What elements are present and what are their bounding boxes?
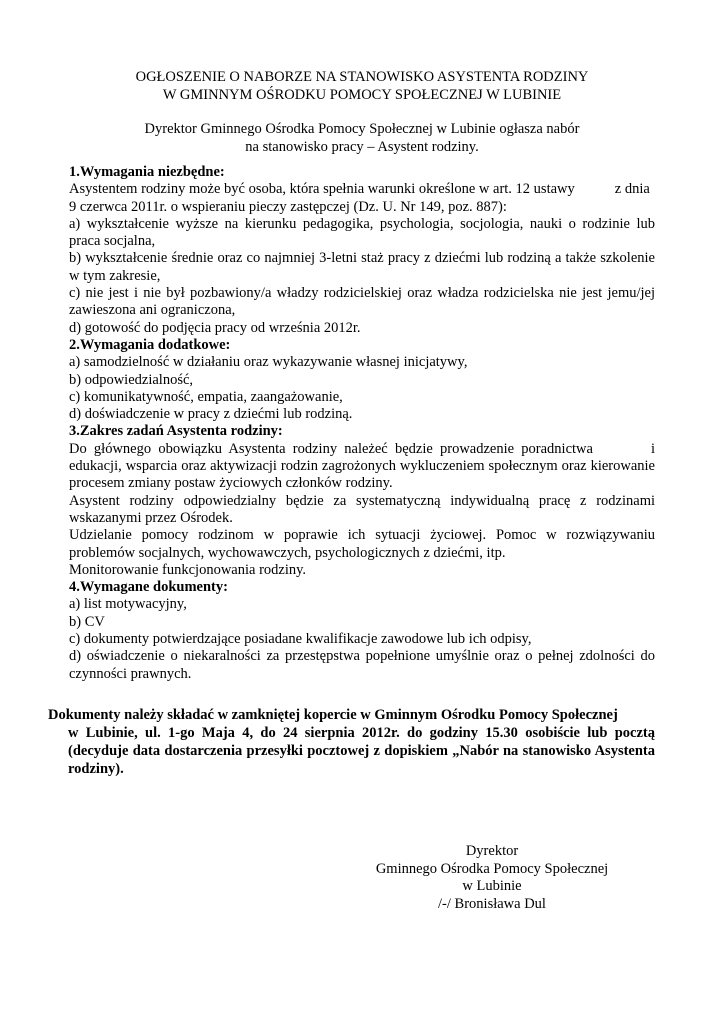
list-item: a) samodzielność w działaniu oraz wykazywanie własnej inicjatywy, bbox=[69, 354, 468, 371]
list-item: d) oświadczenie o niekaralności za przestępstwa popełnione umyślnie oraz o pełnej zdolności do czynności prawnych. bbox=[69, 648, 655, 682]
list-item: d) gotowość do podjęcia pracy od września 2012r. bbox=[69, 319, 361, 336]
duties-paragraph-2: Asystent rodziny odpowiedzialny będzie za systematyczną indywidualną pracę z rodzinami wskazanymi przez Ośrodek. bbox=[69, 492, 655, 526]
signature-name: /-/ Bronisława Dul bbox=[438, 895, 546, 912]
duties-paragraph-3: Udzielanie pomocy rodzinom w poprawie ich sytuacji życiowej. Pomoc w rozwiązywaniu problemów socjalnych, wychowawczych, psychologicznych z dziećmi, itp. bbox=[69, 527, 655, 561]
list-item: c) dokumenty potwierdzające posiadane kwalifikacje zawodowe lub ich odpisy, bbox=[69, 631, 532, 648]
signature-title: Dyrektor bbox=[465, 843, 519, 859]
list-item: a) wykształcenie wyższe na kierunku pedagogika, psychologia, socjologia, nauki o rodzinie lub praca socjalna, bbox=[69, 215, 655, 250]
signature-institution: Gminnego Ośrodka Pomocy Społecznej bbox=[375, 860, 609, 877]
list-item: b) wykształcenie średnie oraz co najmniej 3-letni staż pracy z dziećmi lub rodziną a także szkolenie w tym zakresie, bbox=[69, 250, 655, 284]
list-item: c) nie jest i nie był pozbawiony/a władzy rodzicielskiej oraz władza rodzicielska nie jest jemu/jej zawieszona ani ograniczona, bbox=[69, 285, 655, 319]
list-item: a) list motywacyjny, bbox=[69, 596, 187, 613]
announcement-title bbox=[0, 68, 724, 104]
section-heading-additional: 2.Wymagania dodatkowe: bbox=[69, 336, 231, 353]
list-item: d) doświadczenie w pracy z dziećmi lub rodziną. bbox=[69, 406, 353, 423]
announcement-intro bbox=[0, 120, 724, 156]
announcement-body bbox=[69, 164, 655, 683]
list-item: b) odpowiedzialność, bbox=[69, 371, 194, 388]
title-line-1: OGŁOSZENIE O NABORZE NA STANOWISKO ASYSTENTA RODZINY bbox=[135, 69, 589, 85]
submission-notice bbox=[48, 706, 655, 778]
section-heading-duties: 3.Zakres zadań Asystenta rodziny: bbox=[69, 423, 283, 440]
duties-paragraph-4: Monitorowanie funkcjonowania rodziny. bbox=[69, 561, 307, 578]
list-item: b) CV bbox=[69, 613, 105, 630]
section-heading-documents: 4.Wymagane dokumenty: bbox=[69, 579, 228, 596]
required-lead-cont: 9 czerwca 2011r. o wspieraniu pieczy zastępczej (Dz. U. Nr 149, poz. 887): bbox=[69, 198, 507, 215]
intro-line-1: Dyrektor Gminnego Ośrodka Pomocy Społecznej w Lubinie ogłasza nabór bbox=[144, 121, 580, 137]
list-item: c) komunikatywność, empatia, zaangażowanie, bbox=[69, 388, 343, 405]
signature-block bbox=[362, 843, 622, 913]
intro-line-2: na stanowisko pracy – Asystent rodziny. bbox=[245, 139, 479, 155]
notice-line-1: Dokumenty należy składać w zamkniętej kopercie w Gminnym Ośrodku Pomocy Społecznej bbox=[48, 707, 618, 723]
required-lead: Asystentem rodziny może być osoba, która spełnia warunki określone w art. 12 ustawy z dnia bbox=[69, 181, 650, 198]
notice-rest: w Lubinie, ul. 1-go Maja 4, do 24 sierpnia 2012r. do godziny 15.30 osobiście lub pocztą (decyduje data dostarczenia przesyłki pocztowej z dopiskiem „Nabór na stanowisko Asystenta rodziny). bbox=[68, 725, 655, 777]
title-line-2: W GMINNYM OŚRODKU POMOCY SPOŁECZNEJ W LUBINIE bbox=[162, 87, 562, 103]
signature-location: w Lubinie bbox=[462, 878, 522, 894]
duties-paragraph-1: Do głównego obowiązku Asystenta rodziny należeć będzie prowadzenie poradnictwa i edukacji, wsparcia oraz aktywizacji rodzin zagrożonych wykluczeniem społecznym oraz kierowanie procesem zmiany postaw życiowych członków rodziny. bbox=[69, 440, 655, 492]
section-heading-required: 1.Wymagania niezbędne: bbox=[69, 164, 225, 180]
